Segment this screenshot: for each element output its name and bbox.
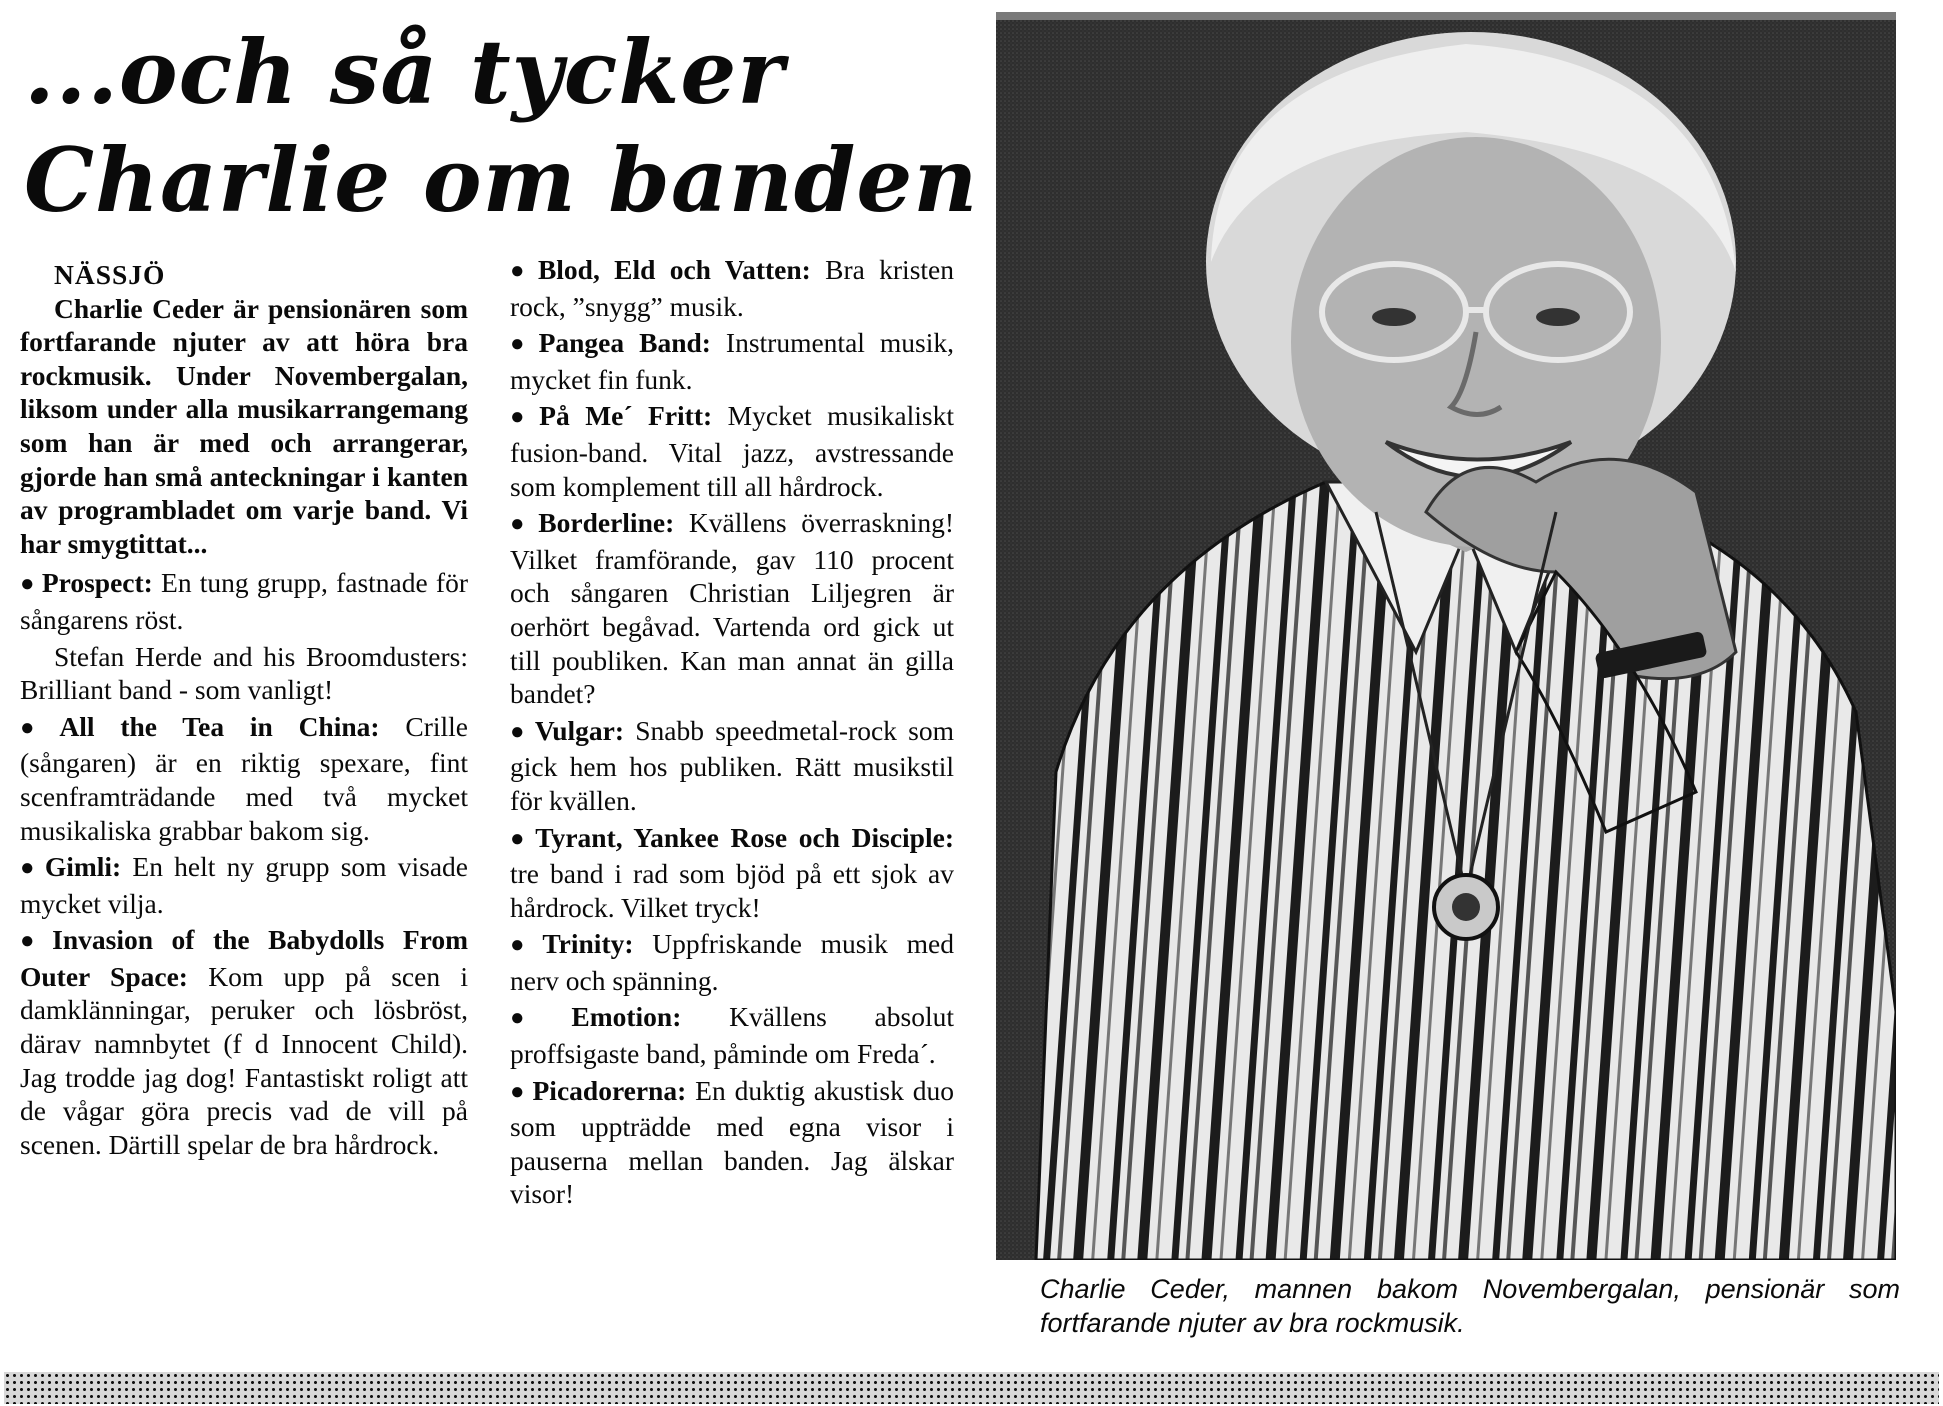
review-text: Uppfriskande musik med nerv och spänning. xyxy=(510,928,954,996)
review-text: Bra kristen rock, ”snygg” musik. xyxy=(510,254,954,322)
headline-line-2: Charlie om banden xyxy=(24,128,979,232)
band-review-tyrant-yankee-rose-disciple xyxy=(510,821,954,925)
band-name: Prospect: xyxy=(41,567,153,599)
band-name: Trinity: xyxy=(542,928,634,960)
review-text: Snabb speedmetal-rock som gick hem hos publiken. Rätt musikstil för kvällen. xyxy=(510,714,955,816)
review-text: Instrumental musik, mycket fin funk. xyxy=(510,327,954,395)
bullet-icon: ● xyxy=(510,511,533,538)
band-review-vulgar xyxy=(510,714,954,818)
review-text: Kvällens överraskning! Vilket framförande, gav 110 procent och sångaren Christian Liljegren är oerhört begåvad. Vartenda ord gick ut till poubliken. Kan man annat än gilla bandet? xyxy=(510,507,955,710)
review-text: En duktig akustisk duo som uppträdde med egna visor i pauserna mellan banden. Jag älskar visor! xyxy=(510,1074,954,1210)
bullet-icon: ● xyxy=(20,571,36,598)
portrait-photo xyxy=(996,12,1896,1260)
band-review-blod-eld-och-vatten xyxy=(510,253,954,323)
halftone-rule xyxy=(4,1372,1939,1404)
headline-line-1: ...och så tycker xyxy=(24,20,785,124)
review-text: Crille (sångaren) är en riktig spexare, fint scenframträdande med två mycket musikaliska grabbar bakom sig. xyxy=(20,710,468,846)
band-name: Tyrant, Yankee Rose och Disciple: xyxy=(535,821,954,853)
review-text: Kom upp på scen i damklänningar, peruker och lösbröst, därav namnbytet (f d Innocent Child). Jag trodde jag dog! Fantastiskt roligt att de vågar göra precis vad de vill på scenen. Därtill spelar de bra hårdrock. xyxy=(20,960,468,1160)
band-review-broomdusters xyxy=(20,640,468,707)
review-text: Stefan Herde and his Broomdusters: Brilliant band - som vanligt! xyxy=(20,640,468,706)
band-review-borderline xyxy=(510,506,954,711)
bullet-icon: ● xyxy=(510,404,534,431)
bullet-icon: ● xyxy=(20,928,47,955)
bullet-icon: ● xyxy=(20,714,54,741)
bullet-icon: ● xyxy=(20,855,39,882)
band-review-pangea-band xyxy=(510,326,954,396)
band-name: Picadorerna: xyxy=(532,1074,687,1106)
review-text: Mycket musikaliskt fusion-band. Vital jazz, avstressande som komplement till all hårdrock. xyxy=(510,400,954,502)
band-name: Blod, Eld och Vatten: xyxy=(537,254,811,285)
review-text: Kvällens absolut proffsigaste band, påminde om Freda´. xyxy=(510,1001,954,1070)
bullet-icon: ● xyxy=(510,331,533,358)
headline xyxy=(24,18,984,234)
band-review-prospect xyxy=(20,566,468,636)
band-review-all-the-tea-in-china xyxy=(20,710,468,847)
bullet-icon: ● xyxy=(510,932,537,959)
review-text: En helt ny grupp som visade mycket vilja. xyxy=(20,851,468,919)
photo-caption: Charlie Ceder, mannen bakom Novembergalan, pensionär som fortfarande njuter av bra rockmusik. xyxy=(1040,1274,1900,1338)
band-name: Pangea Band: xyxy=(538,327,711,359)
band-name: All the Tea in China: xyxy=(59,710,380,742)
band-name: Invasion of the Babydolls From Outer Space: xyxy=(20,924,468,992)
bullet-icon: ● xyxy=(510,258,532,284)
band-name: Gimli: xyxy=(44,851,122,883)
bullet-icon: ● xyxy=(510,1078,527,1105)
bullet-icon: ● xyxy=(510,1005,566,1032)
bullet-icon: ● xyxy=(510,825,530,852)
review-text: En tung grupp, fastnade för sångarens röst. xyxy=(20,567,468,635)
band-name: Emotion: xyxy=(571,1001,682,1033)
band-review-invasion-of-the-babydolls xyxy=(20,923,468,1161)
bullet-icon: ● xyxy=(510,718,529,745)
review-text: tre band i rad som bjöd på ett sjok av hårdrock. Vilket tryck! xyxy=(510,858,954,923)
band-review-pa-me-fritt xyxy=(510,399,954,503)
lead-paragraph: Charlie Ceder är pensionären som fortfarande njuter av att höra bra rockmusik. Under Novembergalan, liksom under alla musikarrangemang som han är med och arrangerar, gjorde han små anteckningar i kanten av programbladet om varje band. Vi har smygtittat... xyxy=(20,292,468,559)
band-review-emotion xyxy=(510,1000,954,1070)
article-column-left xyxy=(20,258,468,1164)
dateline: NÄSSJÖ xyxy=(54,259,166,290)
band-review-picadorerna xyxy=(510,1074,954,1211)
article-column-middle xyxy=(510,253,954,1214)
band-review-gimli xyxy=(20,850,468,920)
band-name: På Me´ Fritt: xyxy=(539,400,713,432)
band-name: Borderline: xyxy=(538,507,675,539)
band-review-trinity xyxy=(510,927,954,997)
portrait-illustration xyxy=(996,12,1896,1260)
band-name: Vulgar: xyxy=(534,714,624,746)
